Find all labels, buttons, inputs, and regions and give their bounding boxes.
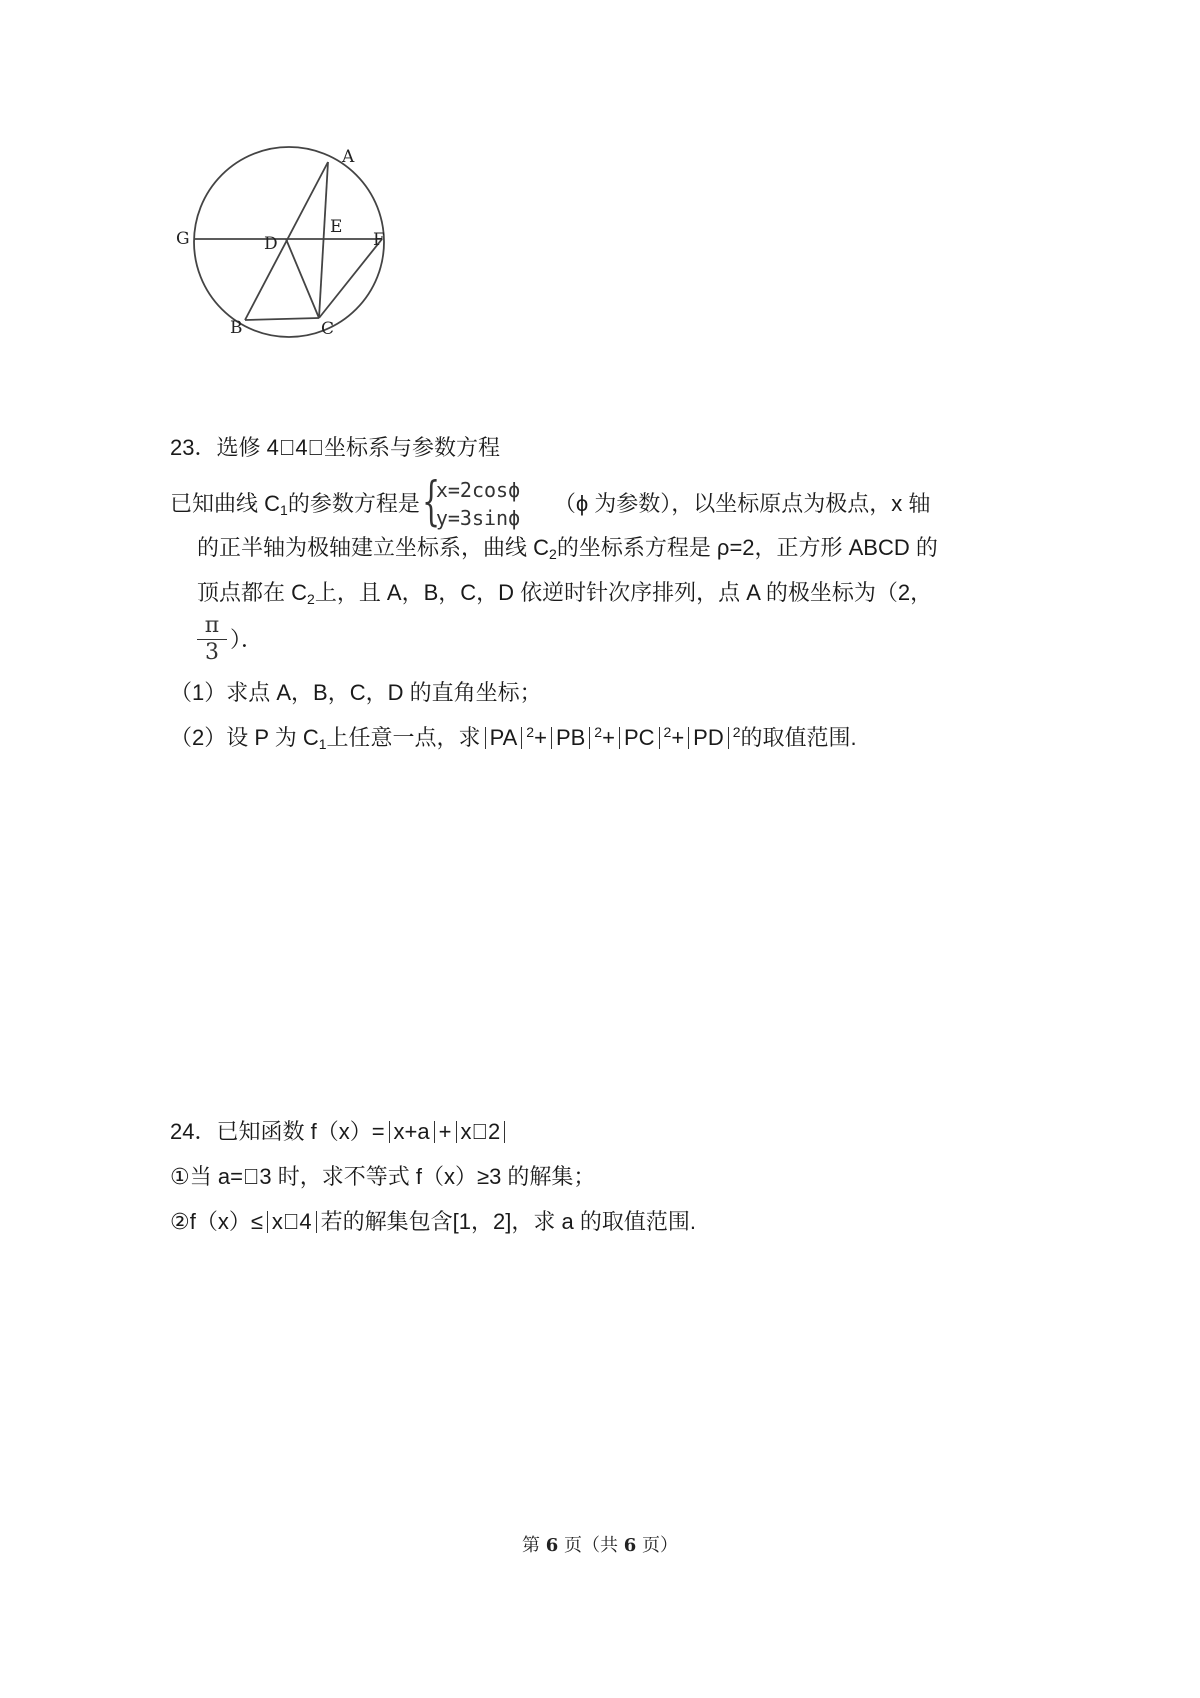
abs-bar bbox=[267, 1211, 268, 1233]
exponent: 2 bbox=[526, 724, 535, 740]
abs-bar bbox=[485, 727, 486, 749]
parametric-system bbox=[421, 472, 550, 532]
geometry-figure bbox=[176, 147, 430, 378]
abs-bar bbox=[551, 727, 552, 749]
plus-sign: + bbox=[438, 1119, 452, 1144]
q23-line2-sub: 2 bbox=[549, 546, 557, 562]
q23-line2-pre: 的正半轴为极轴建立坐标系，曲线 C bbox=[197, 535, 550, 560]
q24-item2-abs: x􏰀4 bbox=[271, 1209, 312, 1234]
q23-intro-mid: 的参数方程是 bbox=[287, 490, 420, 516]
q23-line3-post: 上，且 A，B，C，D 依逆时针次序排列，点 A 的极坐标为（2， bbox=[314, 580, 933, 605]
q23-intro bbox=[170, 472, 931, 532]
q23-part1: （1）求点 A，B，C，D 的直角坐标； bbox=[170, 680, 542, 705]
param-y-equation: y=3sinϕ bbox=[435, 506, 521, 530]
q23-line3-sub: 2 bbox=[307, 591, 315, 607]
param-x-equation: x=2cosϕ bbox=[435, 478, 521, 502]
q24-abs2: x􏰀2 bbox=[460, 1119, 501, 1144]
exponent: 2 bbox=[663, 724, 672, 740]
q23-part2-post: 的取值范围. bbox=[740, 725, 857, 750]
abs-bar bbox=[521, 727, 522, 749]
q24-item1: ①当 a=􏰀3 时，求不等式 f（x）≥3 的解集； bbox=[170, 1164, 596, 1189]
plus-sign: + bbox=[534, 725, 547, 750]
circle-diagram bbox=[176, 147, 430, 378]
label-F: F bbox=[373, 230, 385, 250]
circle bbox=[194, 147, 384, 337]
segment-CF bbox=[319, 239, 382, 318]
q24-header-pre: 24．已知函数 f（x）= bbox=[170, 1119, 385, 1144]
abs-bar bbox=[389, 1121, 390, 1143]
footer-total-pages: 6 bbox=[623, 1535, 637, 1556]
label-G: G bbox=[176, 229, 190, 249]
term-PA: PA bbox=[489, 725, 518, 750]
label-B: B bbox=[230, 318, 243, 338]
q24-item2-pre: ②f（x）≤ bbox=[170, 1209, 263, 1234]
q24-header bbox=[170, 1117, 509, 1147]
q23-part2-mid: 上任意一点，求 bbox=[326, 725, 481, 750]
term-PC: PC bbox=[623, 725, 655, 750]
abs-bar bbox=[619, 727, 620, 749]
label-C: C bbox=[321, 319, 335, 339]
q24-item2-post: 若的解集包含[1，2]，求 a 的取值范围. bbox=[320, 1209, 696, 1234]
q23-line2-post: 的坐标系方程是 ρ=2，正方形 ABCD 的 bbox=[556, 535, 938, 560]
abs-bar bbox=[456, 1121, 457, 1143]
plus-sign: + bbox=[671, 725, 685, 750]
exponent: 2 bbox=[732, 724, 741, 740]
q23-part2 bbox=[170, 723, 857, 753]
abs-bar bbox=[504, 1121, 505, 1143]
q24-abs1: x+a bbox=[393, 1119, 430, 1144]
segment-AC bbox=[319, 162, 328, 318]
q23-header: 23．选修 4􏰀4；坐标系与参数方程 bbox=[170, 435, 501, 460]
plus-sign: + bbox=[602, 725, 615, 750]
abs-bar bbox=[688, 727, 689, 749]
q23-line3-pre: 顶点都在 C bbox=[197, 580, 308, 605]
footer-mid: 页（共 bbox=[558, 1535, 624, 1556]
segment-DC bbox=[286, 239, 319, 318]
q23-line3 bbox=[197, 578, 932, 608]
footer-page-number: 6 bbox=[545, 1535, 559, 1556]
exponent: 2 bbox=[594, 724, 603, 740]
pi-over-3-fraction bbox=[197, 614, 227, 665]
page-footer bbox=[0, 1531, 1200, 1557]
q24-item2 bbox=[170, 1207, 696, 1237]
footer-post: 页） bbox=[636, 1535, 678, 1556]
fraction-denominator: 3 bbox=[205, 640, 219, 665]
q23-intro-pre: 已知曲线 C bbox=[170, 490, 281, 516]
abs-bar bbox=[659, 727, 660, 749]
fraction-numerator: π bbox=[204, 613, 220, 638]
footer-pre: 第 bbox=[522, 1535, 546, 1556]
q23-line4: ）． bbox=[230, 627, 264, 652]
label-A: A bbox=[342, 147, 355, 167]
label-D: D bbox=[264, 234, 278, 254]
term-PD: PD bbox=[693, 725, 724, 750]
q23-line2 bbox=[197, 533, 938, 563]
abs-bar bbox=[589, 727, 590, 749]
abs-bar bbox=[434, 1121, 435, 1143]
segment-BC bbox=[245, 318, 319, 320]
brace-symbol: { bbox=[421, 472, 441, 532]
abs-bar bbox=[316, 1211, 317, 1233]
term-PB: PB bbox=[555, 725, 586, 750]
q23-part2-pre: （2）设 P 为 C bbox=[170, 725, 319, 750]
q23-intro-post: （ϕ 为参数），以坐标原点为极点，x 轴 bbox=[553, 490, 931, 516]
q23-part2-sub: 1 bbox=[318, 736, 327, 752]
label-E: E bbox=[330, 217, 343, 237]
q23-intro-sub: 1 bbox=[280, 501, 288, 518]
abs-bar bbox=[728, 727, 729, 749]
